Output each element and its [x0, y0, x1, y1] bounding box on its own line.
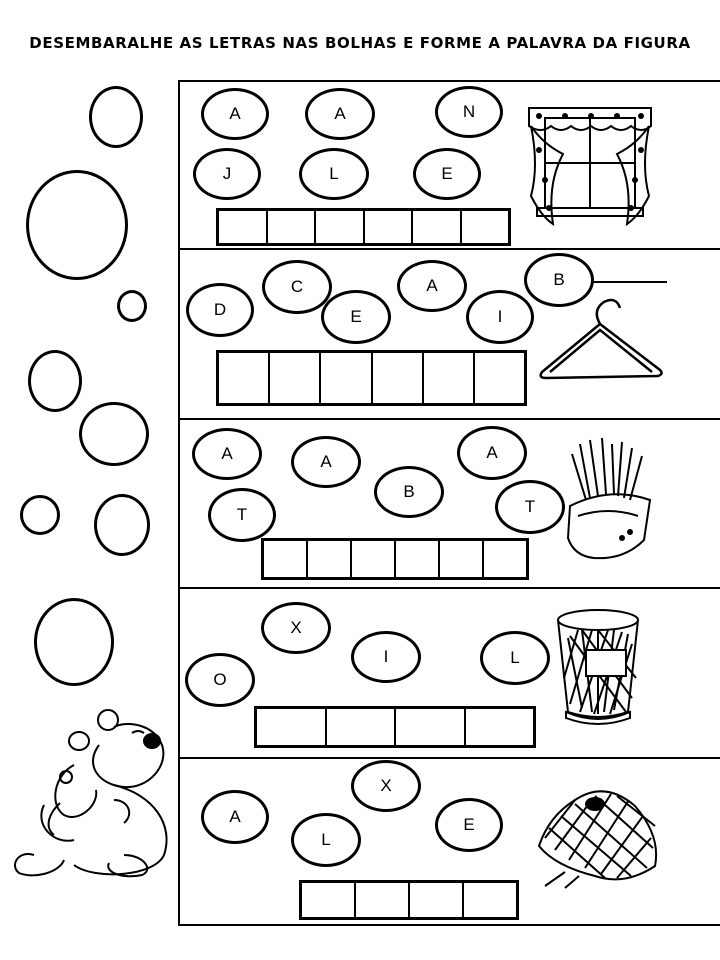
- answer-box[interactable]: [321, 353, 372, 403]
- answer-box[interactable]: [475, 353, 524, 403]
- answer-box[interactable]: [396, 709, 466, 745]
- decorative-bubble: [117, 290, 147, 322]
- decorative-bubble: [34, 598, 114, 686]
- letter-bubble: E: [435, 798, 503, 852]
- decorative-bubble: [20, 495, 60, 535]
- answer-box[interactable]: [352, 541, 396, 577]
- window-curtain-picture: [525, 100, 655, 230]
- scarf-picture: [535, 782, 661, 890]
- answer-box[interactable]: [440, 541, 484, 577]
- answer-box[interactable]: [484, 541, 526, 577]
- row-divider: [178, 418, 720, 420]
- answer-box[interactable]: [396, 541, 440, 577]
- letter-bubble: I: [351, 631, 421, 683]
- decorative-bubble: [89, 86, 143, 148]
- answer-box[interactable]: [413, 211, 462, 243]
- answer-box[interactable]: [219, 211, 268, 243]
- decorative-bubble: [28, 350, 82, 412]
- clothes-hanger-picture: [536, 296, 666, 386]
- letter-bubble: A: [291, 436, 361, 488]
- answer-boxes[interactable]: [216, 208, 511, 246]
- wastebasket-picture: [552, 608, 644, 726]
- answer-box[interactable]: [264, 541, 308, 577]
- decorative-bubble: [79, 402, 149, 466]
- french-fries-picture: [560, 436, 660, 566]
- letter-bubble: A: [201, 790, 269, 844]
- letter-bubble: A: [305, 88, 375, 140]
- letter-bubble: I: [466, 290, 534, 344]
- answer-box[interactable]: [327, 709, 397, 745]
- answer-box[interactable]: [373, 353, 424, 403]
- answer-box[interactable]: [268, 211, 317, 243]
- answer-box[interactable]: [424, 353, 475, 403]
- answer-box[interactable]: [219, 353, 270, 403]
- answer-boxes[interactable]: [261, 538, 529, 580]
- answer-box[interactable]: [466, 709, 534, 745]
- answer-boxes[interactable]: [254, 706, 536, 748]
- row-divider: [178, 757, 720, 759]
- letter-bubble: A: [397, 260, 467, 312]
- letter-bubble: N: [435, 86, 503, 138]
- answer-box[interactable]: [464, 883, 516, 917]
- letter-bubble: T: [208, 488, 276, 542]
- letter-bubble: L: [291, 813, 361, 867]
- line: [592, 281, 667, 283]
- letter-bubble: E: [413, 148, 481, 200]
- answer-box[interactable]: [316, 211, 365, 243]
- letter-bubble: E: [321, 290, 391, 344]
- answer-box[interactable]: [365, 211, 414, 243]
- letter-bubble: D: [186, 283, 254, 337]
- answer-boxes[interactable]: [216, 350, 527, 406]
- winnie-the-pooh-illustration: [4, 705, 180, 880]
- letter-bubble: A: [457, 426, 527, 480]
- letter-bubble: T: [495, 480, 565, 534]
- letter-bubble: X: [261, 602, 331, 654]
- answer-box[interactable]: [308, 541, 352, 577]
- letter-bubble: A: [192, 428, 262, 480]
- answer-box[interactable]: [410, 883, 464, 917]
- decorative-bubble: [94, 494, 150, 556]
- letter-bubble: B: [524, 253, 594, 307]
- letter-bubble: C: [262, 260, 332, 314]
- worksheet-title: DESEMBARALHE AS LETRAS NAS BOLHAS E FORME A PALAVRA DA FIGURA: [29, 34, 691, 52]
- letter-bubble: X: [351, 760, 421, 812]
- answer-box[interactable]: [257, 709, 327, 745]
- letter-bubble: A: [201, 88, 269, 140]
- answer-box[interactable]: [270, 353, 321, 403]
- letter-bubble: B: [374, 466, 444, 518]
- answer-box[interactable]: [302, 883, 356, 917]
- letter-bubble: O: [185, 653, 255, 707]
- row-divider: [178, 248, 720, 250]
- decorative-bubble: [26, 170, 128, 280]
- answer-box[interactable]: [462, 211, 509, 243]
- letter-bubble: L: [480, 631, 550, 685]
- letter-bubble: J: [193, 148, 261, 200]
- row-divider: [178, 587, 720, 589]
- answer-boxes[interactable]: [299, 880, 519, 920]
- letter-bubble: L: [299, 148, 369, 200]
- answer-box[interactable]: [356, 883, 410, 917]
